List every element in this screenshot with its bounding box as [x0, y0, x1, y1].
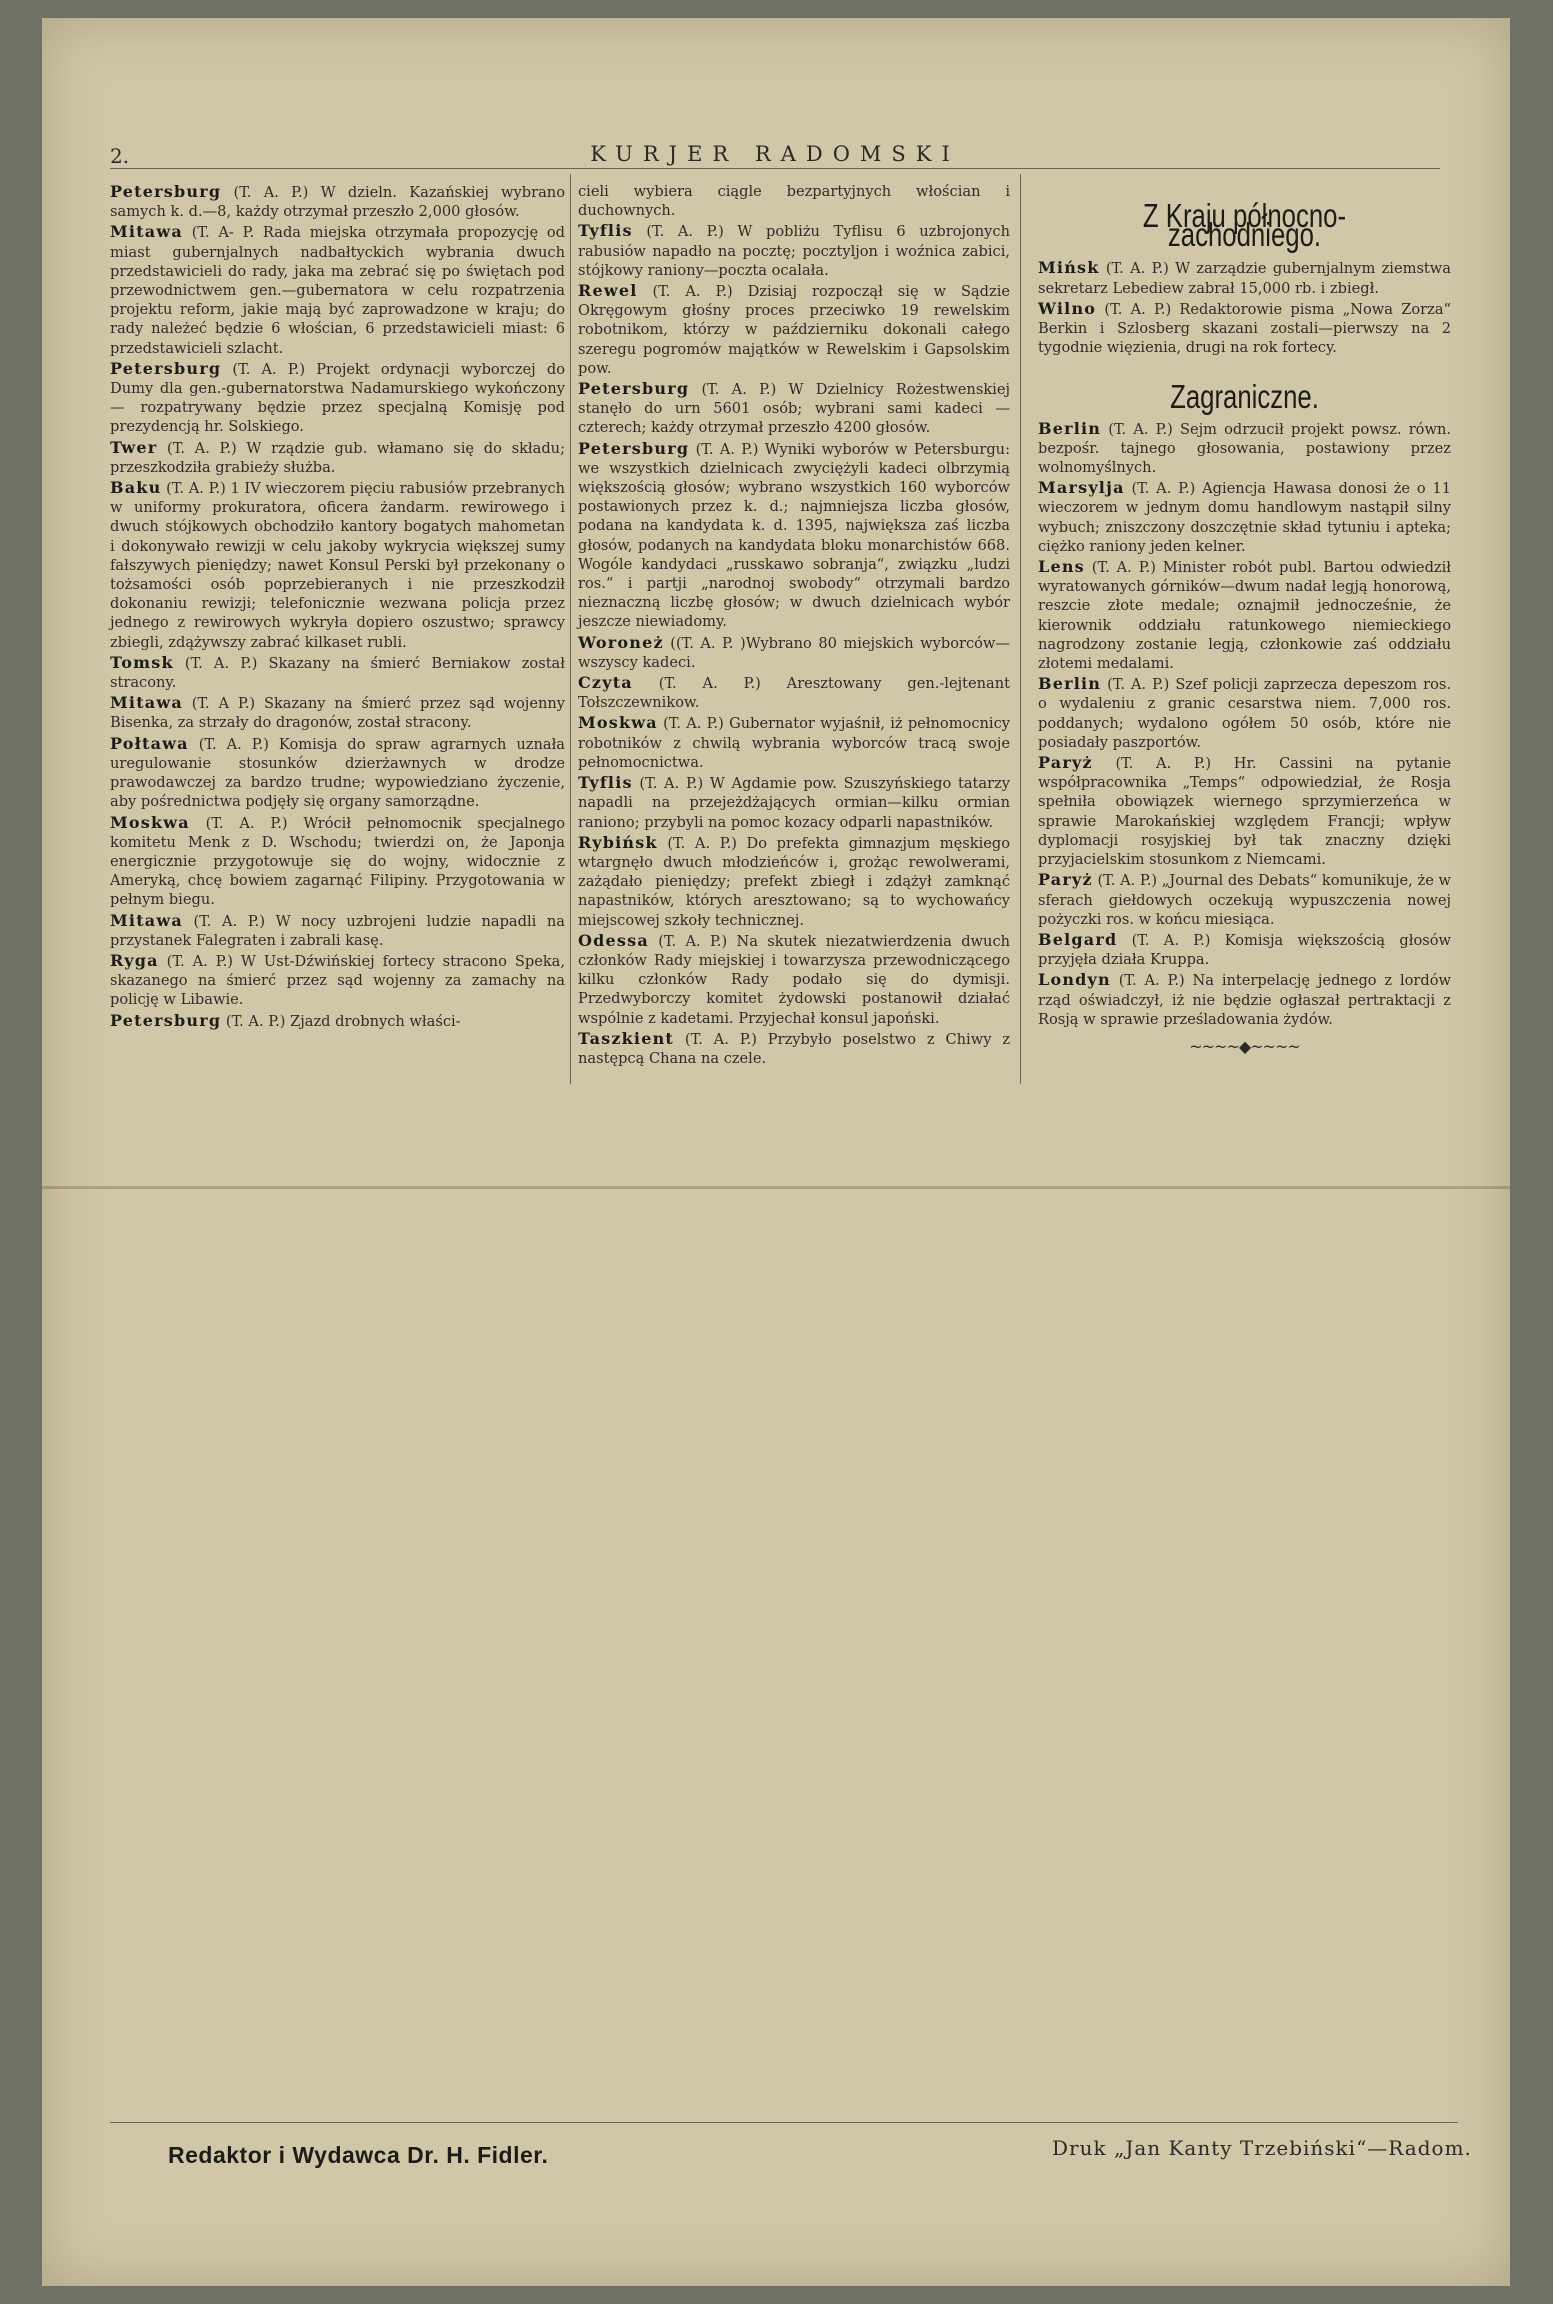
news-text: (T. A. P.) W rządzie gub. włamano się do składu; przeszkodziła grabieży służba. [110, 439, 565, 476]
news-text: (T. A. P.) Redaktorowie pisma „Nowa Zorza“ Berkin i Szlosberg skazani zostali—pierwszy na 2 tygodnie więzienia, drugi na rok fortecy. [1038, 300, 1451, 357]
news-item [110, 438, 565, 477]
news-text: (T. A. P.) W Dzielnicy Rożestwenskiej stanęło do urn 5601 osób; wybrani sami kadeci —czterech; każdy otrzymał przeszło 4200 głosów. [578, 381, 1010, 437]
section-heading: Z Kraju północno-zachodniego. [1142, 197, 1347, 254]
news-text: (T. A. P.) „Journal des Debats“ komunikuje, że w sferach giełdowych oczekują wypuszczenia nowej pożyczki ros. w końcu miesiąca. [1038, 872, 1451, 928]
dateline: Berlin [1038, 674, 1102, 694]
column-rule [1020, 174, 1021, 1084]
dateline: Lens [1038, 557, 1085, 577]
dateline: Tyflis [578, 773, 633, 793]
news-text: (T. A. P.) Na interpelację jednego z lordów rząd oświadczył, iż nie będzie ogłaszał pertraktacji z Rosją w sprawie prześladowania żydów. [1038, 972, 1451, 1028]
news-item [110, 813, 565, 910]
news-item-continued [578, 182, 1010, 220]
news-text: (T. A P.) Skazany na śmierć przez sąd wojenny Bisenka, za strzały do dragonów, został stracony. [110, 695, 565, 732]
news-item [578, 379, 1010, 438]
news-item [110, 951, 565, 1010]
dateline: Mińsk [1038, 258, 1100, 278]
dateline: Marsylja [1038, 478, 1125, 498]
section-heading: Zagraniczne. [1170, 378, 1319, 416]
dateline: Baku [110, 478, 162, 498]
bleed-through [422, 1208, 450, 1255]
masthead: KURJER RADOMSKI [590, 142, 960, 166]
dateline: Petersburg [110, 358, 222, 378]
news-text: (T. A. P.) Gubernator wyjaśnił, iż pełnomocnicy robotników z chwilą wybrania wyborców tracą swoje pełnomocnictwa. [578, 715, 1010, 771]
news-item [110, 911, 565, 950]
column-3 [1038, 182, 1451, 1056]
news-item [110, 478, 565, 652]
news-text: cieli wybiera ciągle bezpartyjnych włościan i duchownych. [578, 183, 1010, 220]
news-item [578, 673, 1010, 712]
news-text: (T. A. P.) Minister robót publ. Bartou odwiedził wyratowanych górników—dwum nadał legją honorową, reszcie złote medale; oznajmił jednocześnie, że kierownik oddziału ratunkowego niemieckiego nagrodzony zostanie legją, członkowie zaś oddziału złotemi medalami. [1038, 559, 1451, 673]
page-fold [42, 1186, 1510, 1189]
news-item [578, 439, 1010, 632]
news-item [578, 833, 1010, 930]
news-item [578, 931, 1010, 1028]
news-text: (T. A. P.) Do prefekta gimnazjum męskiego wtargnęło dwuch młodzieńców i, grożąc rewolwerami, zażądało pieniędzy; prefekt zbiegł i zdążył zamknąć napastników, których aresztowano; są to wychowańcy miejscowej szkoły technicznej. [578, 834, 1010, 929]
news-item [1038, 478, 1451, 556]
news-item [578, 1029, 1010, 1068]
news-text: (T. A. P.) W zarządzie gubernjalnym ziemstwa sekretarz Lebediew zabrał 15,000 rb. i zbiegł. [1038, 260, 1451, 297]
news-text: (T. A. P.) Przybyło poselstwo z Chiwy z następcą Chana na czele. [578, 1030, 1011, 1067]
news-text: (T. A. P.) Wyniki wyborów w Petersburgu: we wszystkich dzielnicach zwyciężyli kadeci olbrzymią większością głosów; wybrano wszystkich 160 wyborców postawionych przez k. d.; najmniejsza liczba głosów, podana na kandydata k. d. 1395, największa zaś liczba głosów, podanych na kandydata bloku monarchistów 668. Wogóle kandydaci „russkawo sobranja“, związku „ludzi ros.“ i partji „narodnoj swobody“ otrzymali bardzo nieznaczną liczbę głosów; w dwuch dzielnicach wybór jeszcze niewiadomy. [578, 440, 1010, 631]
news-text: ((T. A. P. )Wybrano 80 miejskich wyborców—wszyscy kadeci. [578, 634, 1010, 671]
news-text: (T. A. P.) W Agdamie pow. Szuszyńskiego tatarzy napadli na przejeżdżających ormian—kilku ormian raniono; przybyli na pomoc kozacy odparli napastników. [578, 775, 1010, 831]
dateline: Tomsk [110, 652, 174, 672]
news-text: (T. A. P.) Agiencja Hawasa donosi że o 11 wieczorem w jednym domu handlowym nastąpił silny wybuch; zniszczony doszczętnie skład tytuniu i apteka; ciężko raniony jeden kelner. [1038, 480, 1451, 555]
dateline: Taszkient [578, 1028, 675, 1048]
printer-credit: Druk „Jan Kanty Trzebiński“—Radom. [1052, 2136, 1472, 2160]
dateline: Moskwa [578, 713, 658, 733]
news-text: (T. A. P.) Hr. Cassini na pytanie współpracownika „Temps“ odpowiedział, że Rosja spełniła obowiązek wiernego sprzymierzeńca w sprawie Marokańskiej względem Francji; wpływ dyplomacji rosyjskiej był tak znaczny dzięki przyjacielskim stosunkom z Niemcami. [1038, 755, 1451, 869]
ornament-divider: ~~~~◆~~~~ [1189, 1036, 1300, 1056]
page-number: 2. [110, 144, 130, 168]
dateline: Rewel [578, 281, 638, 301]
editor-credit: Redaktor i Wydawca Dr. H. Fidler. [168, 2142, 549, 2168]
news-item [1038, 299, 1451, 358]
news-text: (T. A. P.) Szef policji zaprzecza depeszom ros. o wydaleniu z granic cesarstwa niem. 7,000 ros. poddanych; wydalono ogółem 50 osób, które nie posiadały paszportów. [1038, 676, 1451, 751]
dateline: Petersburg [578, 379, 690, 399]
news-text: (T. A. P.) Komisja do spraw agrarnych uznała uregulowanie stosunków dzierżawnych w drodze prawodawczej za bardzo trudne; wypowiedziano życzenie, aby pośrednictwa podjęły się organy samorządne. [110, 735, 565, 811]
dateline: Paryż [1038, 753, 1093, 773]
dateline: Petersburg [110, 182, 222, 201]
column-1 [110, 182, 565, 1032]
news-item [578, 773, 1010, 832]
news-text: (T. A. P.) W pobliżu Tyflisu 6 uzbrojonych rabusiów napadło na pocztę; pocztyljon i woźnica zabici, stójkowy raniony—poczta ocalała. [578, 223, 1010, 279]
news-text: (T. A. P.) Dzisiaj rozpoczął się w Sądzie Okręgowym głośny proces przeciwko 19 rewelskim robotnikom, którzy w październiku dokonali całego szeregu pogromów majątków w Rewelskim i Gapsolskim pow. [578, 283, 1010, 377]
news-item [110, 1011, 565, 1031]
news-text: (T. A. P.) W Ust-Dźwińskiej fortecy stracono Speka, skazanego na śmierć przez sąd wojenny za zamachy na policję w Libawie. [110, 952, 566, 1009]
dateline: Belgard [1038, 929, 1118, 949]
news-item [1038, 674, 1451, 752]
news-text: (T. A. P.) W dzieln. Kazańskiej wybrano samych k. d.—8, każdy otrzymał przeszło 2,000 głosów. [110, 184, 565, 221]
news-text: (T. A- P. Rada miejska otrzymała propozycję od miast gubernjalnych nadbałtyckich wybrania dwuch przedstawicieli do rady, jaka ma zebrać się po świętach pod przewodnictwem gen.—gubernatora w celu rozpatrzenia projektu reform, jakie mają być zaprowadzone w kraju; do rady należeć będzie 6 włościan, 6 przedstawicieli miast: 6 przedstawicieli szlacht. [110, 224, 566, 357]
news-text: (T. A. P.) Na skutek niezatwierdzenia dwuch członków Rady miejskiej i towarzysza przewodniczącego kilku członków Rady podało się do dymisji. Przedwyborczy komitet żydowski postanowił działać wspólnie z kadetami. Przyjechał konsul japoński. [578, 932, 1011, 1027]
news-text: (T. A. P.) Projekt ordynacji wyborczej do Dumy dla gen.-gubernatorstwa Nadamurskiego wykończony — rozpatrywany będzie przez specjalną Komisję pod prezydencją hr. Solskiego. [110, 360, 566, 436]
news-text: (T. A. P.) Komisja większością głosów przyjęła działa Kruppa. [1038, 931, 1452, 969]
news-item [578, 713, 1010, 772]
news-item [578, 281, 1010, 378]
column-2 [578, 182, 1010, 1069]
news-item [1038, 753, 1451, 869]
news-text: (T. A. P.) Skazany na śmierć Berniakow został stracony. [110, 654, 565, 692]
dateline: Rybińsk [578, 832, 658, 852]
dateline: Tyflis [578, 221, 633, 241]
news-item [110, 222, 565, 357]
news-item [1038, 970, 1451, 1029]
news-text: (T. A. P.) Sejm odrzucił projekt powsz. równ. bezpośr. tajnego głosowania, postawiony przez wolnomyślnych. [1038, 420, 1451, 477]
news-item [578, 633, 1010, 672]
news-item [1038, 258, 1451, 297]
news-text: (T. A. P.) W nocy uzbrojeni ludzie napadli na przystanek Falegraten i zabrali kasę. [110, 912, 565, 949]
dateline: Odessa [578, 930, 649, 950]
news-text: (T. A. P.) 1 IV wieczorem pięciu rabusiów przebranych w uniformy prokuratora, oficera żandarm. rewirowego i dwuch stójkowych obchodziło kantory bogatych mahometan i dokonywało rewizji w celu jakoby wykrycia większej sumy fałszywych pieniędzy; nawet Konsul Perski był przekonany o tożsamości osób poprzebieranych i nie przeszkodził dokonaniu rewizji; telefonicznie wezwana policja przez jednego z rewirowych wykryła dopiero oszustwo; sprawcy zbiegli, zdążywszy zabrać kilkaset rubli. [110, 480, 565, 651]
dateline: Mitawa [110, 222, 183, 242]
news-item [1038, 930, 1451, 969]
footer-rule [110, 2122, 1458, 2123]
page-header [110, 128, 1440, 169]
dateline: Czyta [578, 673, 633, 693]
news-text: (T. A. P.) Zjazd drobnych właści- [225, 1012, 461, 1030]
news-item [110, 182, 565, 221]
dateline: Ryga [110, 950, 159, 970]
column-rule [570, 174, 571, 1084]
news-item [1038, 557, 1451, 673]
news-item [110, 693, 565, 732]
dateline: Woroneż [578, 632, 664, 652]
news-item [110, 653, 565, 692]
news-item [578, 221, 1010, 280]
dateline: Petersburg [578, 438, 690, 458]
dateline: Twer [110, 437, 158, 457]
news-item [1038, 870, 1451, 929]
news-text: (T. A. P.) Aresztowany gen.-lejtenant Tołszczewnikow. [578, 675, 1010, 712]
news-item [1038, 419, 1451, 478]
dateline: Moskwa [110, 812, 190, 832]
dateline: Petersburg [110, 1010, 222, 1030]
dateline: Wilno [1038, 298, 1097, 318]
dateline: Połtawa [110, 733, 189, 753]
dateline: Mitawa [110, 693, 183, 713]
dateline: Londyn [1038, 970, 1111, 990]
dateline: Mitawa [110, 910, 183, 930]
news-item [110, 359, 565, 437]
dateline: Berlin [1038, 418, 1102, 438]
news-item [110, 734, 565, 812]
news-text: (T. A. P.) Wrócił pełnomocnik specjalnego komitetu Menk z D. Wschodu; twierdzi on, że Japonja energicznie przygotowuje się do wojny, widocznie z Ameryką, chcę bowiem zagarnąć Filipiny. Przygotowania w pełnym biegu. [110, 814, 566, 909]
dateline: Paryż [1038, 870, 1093, 890]
